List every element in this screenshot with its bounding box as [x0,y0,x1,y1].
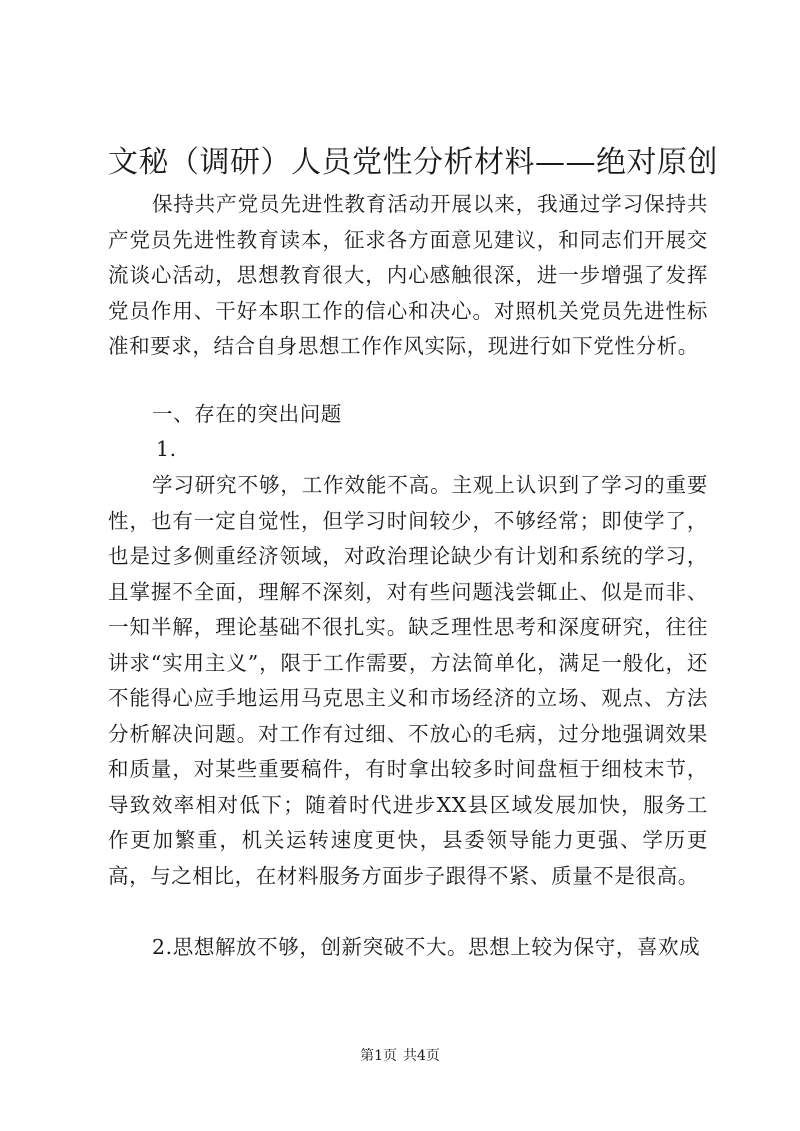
page-number: 第1页 [360,1048,397,1064]
item1-paragraph: 学习研究不够，工作效能不高。主观上认识到了学习的重要性，也有一定自觉性，但学习时间较少，不够经常；即使学了，也是过多侧重经济领域，对政治理论缺少有计划和系统的学习，且掌握不全面，理解不深刻，对有些问题浅尝辄止、似是而非、一知半解，理论基础不很扎实。缺乏理性思考和深度研究，往往讲求“实用主义”，限于工作需要，方法简单化，满足一般化，还不能得心应手地运用马克思主义和市场经济的立场、观点、方法分析解决问题。对工作有过细、不放心的毛病，过分地强调效果和质量，对某些重要稿件，有时拿出较多时间盘桓于细枝末节，导致效率相对低下；随着时代进步XX县区域发展加快，服务工作更加繁重，机关运转速度更快，县委领导能力更强、学历更高，与之相比，在材料服务方面步子跟得不紧、质量不是很高。 [108,473,708,888]
page-footer [0,1046,800,1066]
item-number: 1. [156,437,177,461]
section-heading: 一、存在的突出问题 [152,402,342,426]
page-total: 共4页 [403,1048,440,1064]
document-title: 文秘（调研）人员党性分析材料——绝对原创 [108,145,718,180]
item2-paragraph: 2.思想解放不够，创新突破不大。思想上较为保守，喜欢成 [152,935,701,959]
intro-paragraph: 保持共产党员先进性教育活动开展以来，我通过学习保持共产党员先进性教育读本，征求各方面意见建议，和同志们开展交流谈心活动，思想教育很大，内心感触很深，进一步增强了发挥党员作用、干好本职工作的信心和决心。对照机关党员先进性标准和要求，结合自身思想工作作风实际，现进行如下党性分析。 [108,192,708,358]
